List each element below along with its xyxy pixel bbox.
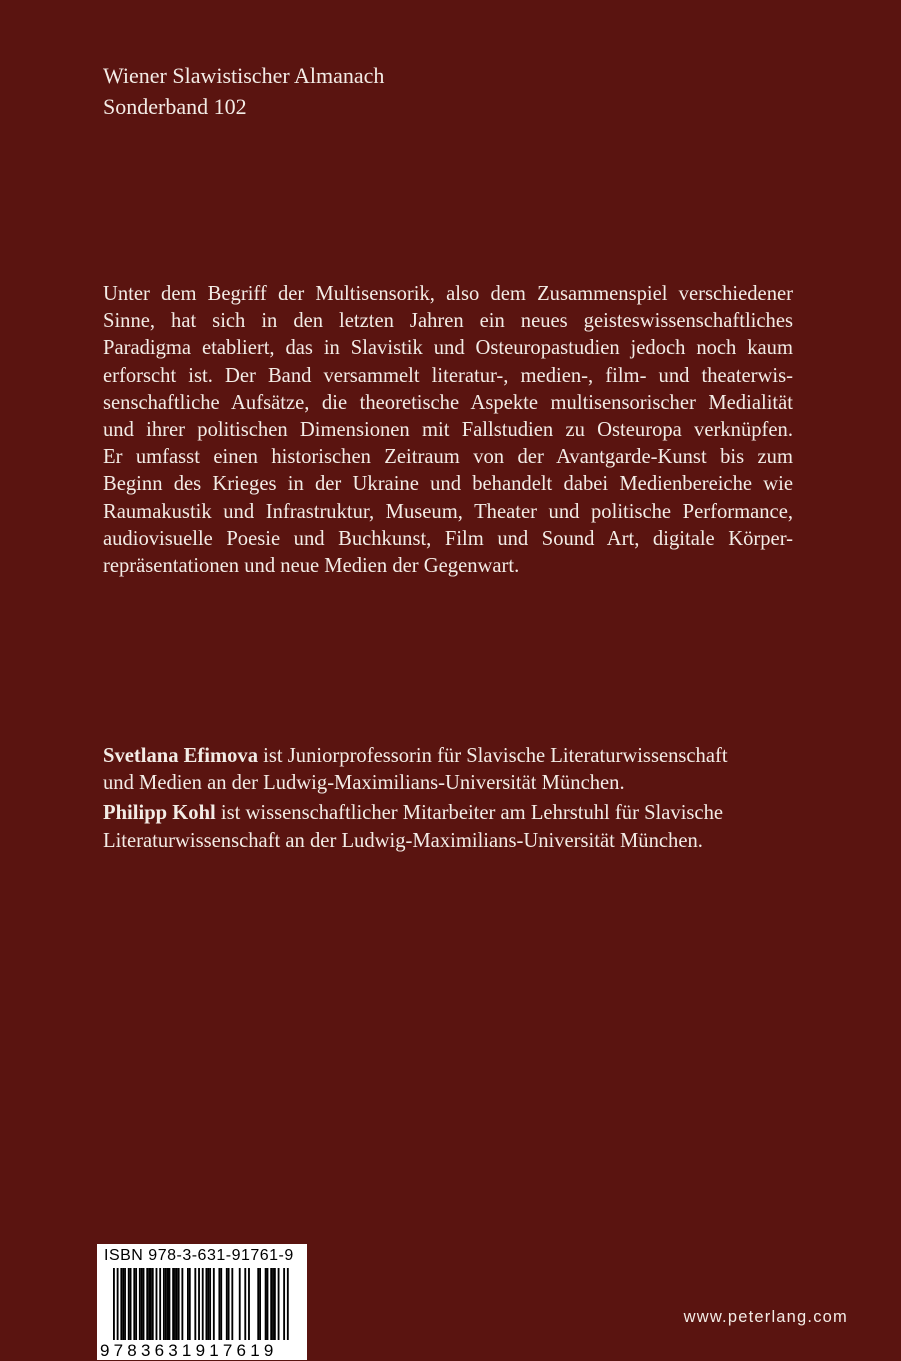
barcode-bar bbox=[159, 1268, 161, 1340]
series-block bbox=[103, 60, 384, 122]
barcode-bar bbox=[213, 1268, 215, 1340]
barcode-bar bbox=[272, 1268, 274, 1340]
barcode-bar bbox=[248, 1268, 250, 1340]
barcode-bar bbox=[278, 1268, 280, 1340]
book-description bbox=[103, 281, 793, 580]
description-line: erforscht ist. Der Band versammelt literatur-, medien-, film- und theaterwis- bbox=[103, 364, 793, 387]
author-bio-text: ist wissenschaftlicher Mitarbeiter am Lehrstuhl für Slavische bbox=[215, 802, 724, 825]
author-bio bbox=[103, 743, 793, 797]
series-volume: Sonderband 102 bbox=[103, 94, 247, 119]
barcode-bar bbox=[206, 1268, 208, 1340]
barcode-bar bbox=[202, 1268, 204, 1340]
description-line: Beginn des Krieges in der Ukraine und behandelt dabei Medienbereiche wie bbox=[103, 473, 793, 496]
barcode-bar bbox=[167, 1268, 169, 1340]
description-line: Unter dem Begriff der Multisensorik, also dem Zusammenspiel verschiedener bbox=[103, 283, 793, 305]
barcode-bar bbox=[283, 1268, 285, 1340]
barcode-bar bbox=[141, 1268, 143, 1340]
author-bio-text: ist Juniorprofessorin für Slavische Literaturwissenschaft bbox=[258, 745, 728, 767]
barcode-bar bbox=[231, 1268, 233, 1340]
description-line: Paradigma etabliert, das in Slavistik und Osteuropastudien jedoch noch kaum bbox=[103, 337, 793, 360]
series-title: Wiener Slawistischer Almanach bbox=[103, 63, 385, 88]
barcode-bar bbox=[169, 1268, 171, 1340]
barcode-bar bbox=[194, 1268, 196, 1340]
barcode-bar bbox=[226, 1268, 228, 1340]
barcode-bars bbox=[97, 1266, 307, 1342]
publisher-website[interactable]: www.peterlang.com bbox=[683, 1308, 848, 1326]
author-bio bbox=[103, 800, 793, 854]
barcode-bar bbox=[218, 1268, 220, 1340]
barcode-bar bbox=[146, 1268, 148, 1340]
description-line: repräsentationen und neue Medien der Gegenwart. bbox=[103, 555, 520, 578]
isbn-barcode bbox=[97, 1244, 307, 1360]
barcode-bar bbox=[117, 1268, 119, 1340]
barcode-bar bbox=[257, 1268, 259, 1340]
barcode-bar bbox=[287, 1268, 289, 1340]
barcode-bar bbox=[124, 1268, 126, 1340]
barcode-bar bbox=[187, 1268, 189, 1340]
barcode-bar bbox=[207, 1268, 209, 1340]
barcode-bar bbox=[265, 1268, 267, 1340]
barcode-bar bbox=[152, 1268, 154, 1340]
barcode-bar bbox=[259, 1268, 261, 1340]
barcode-bar bbox=[267, 1268, 269, 1340]
description-line: audiovisuelle Poesie und Buchkunst, Film und Sound Art, digitale Körper- bbox=[103, 527, 793, 550]
barcode-bar bbox=[148, 1268, 150, 1340]
barcode-bar bbox=[113, 1268, 115, 1340]
barcode-bar bbox=[135, 1268, 137, 1340]
description-line: senschaftliche Aufsätze, die theoretische Aspekte multisensorischer Medialität bbox=[103, 391, 793, 414]
description-line: und ihrer politischen Dimensionen mit Fallstudien zu Osteuropa verknüpfen. bbox=[103, 419, 793, 442]
barcode-bar bbox=[172, 1268, 174, 1340]
author-bio-line: und Medien an der Ludwig-Maximilians-Universität München. bbox=[103, 772, 625, 795]
author-bios bbox=[103, 743, 793, 855]
barcode-bar bbox=[139, 1268, 141, 1340]
barcode-bar bbox=[274, 1268, 276, 1340]
description-line: Sinne, hat sich in den letzten Jahren ein neues geisteswissenschaftliches bbox=[103, 310, 793, 333]
author-bio-line bbox=[103, 800, 793, 827]
author-bio-line bbox=[103, 743, 793, 770]
author-bio-line: Literaturwissenschaft an der Ludwig-Maximilians-Universität München. bbox=[103, 829, 703, 852]
barcode-bar bbox=[133, 1268, 135, 1340]
barcode-bar bbox=[165, 1268, 167, 1340]
barcode-bar bbox=[244, 1268, 246, 1340]
barcode-bar bbox=[228, 1268, 230, 1340]
barcode-bar bbox=[176, 1268, 178, 1340]
barcode-bar bbox=[156, 1268, 158, 1340]
barcode-bar bbox=[128, 1268, 130, 1340]
barcode-bar bbox=[150, 1268, 152, 1340]
barcode-bar bbox=[178, 1268, 180, 1340]
barcode-bar bbox=[189, 1268, 191, 1340]
barcode-bar bbox=[120, 1268, 122, 1340]
barcode-bar bbox=[220, 1268, 222, 1340]
author-name: Svetlana Efimova bbox=[103, 745, 259, 767]
barcode-bar bbox=[270, 1268, 272, 1340]
barcode-bar bbox=[181, 1268, 183, 1340]
barcode-bar bbox=[198, 1268, 200, 1340]
ean-digits: 9783631917619 bbox=[100, 1341, 278, 1360]
barcode-bar bbox=[209, 1268, 211, 1340]
author-name: Philipp Kohl bbox=[103, 802, 216, 825]
barcode-bar bbox=[239, 1268, 241, 1340]
barcode-bar bbox=[122, 1268, 124, 1340]
barcode-bar bbox=[130, 1268, 132, 1340]
isbn-label: ISBN 978-3-631-91761-9 bbox=[104, 1247, 294, 1264]
description-line: Er umfasst einen historischen Zeitraum von der Avantgarde-Kunst bis zum bbox=[103, 446, 793, 469]
barcode-bar bbox=[174, 1268, 176, 1340]
barcode-bar bbox=[143, 1268, 145, 1340]
barcode-bar bbox=[163, 1268, 165, 1340]
description-line: Raumakustik und Infrastruktur, Museum, Theater und politische Performance, bbox=[103, 500, 793, 523]
